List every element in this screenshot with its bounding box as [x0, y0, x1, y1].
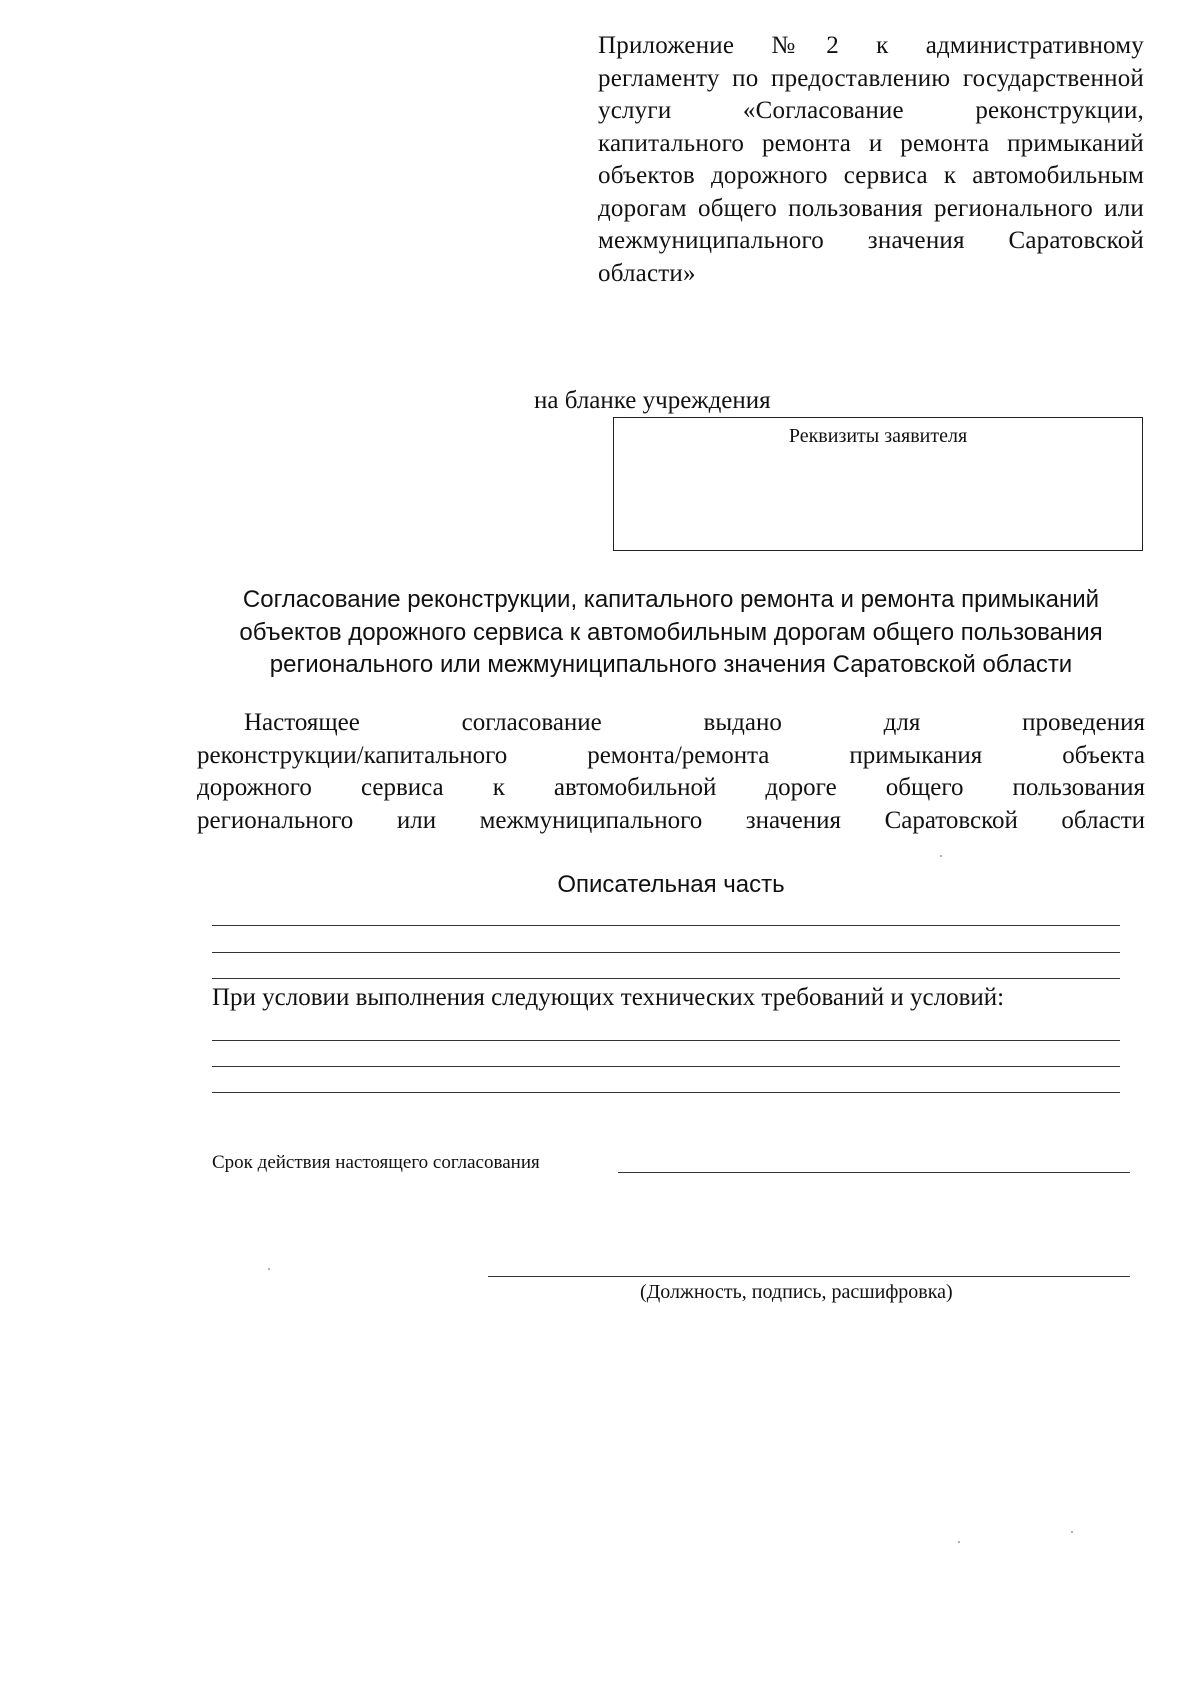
letterhead-label: на бланке учреждения	[534, 387, 771, 414]
scan-speck	[268, 1268, 270, 1270]
scan-speck	[958, 1541, 960, 1543]
descriptive-blank-line	[212, 952, 1120, 953]
approval-statement-line: регионального или межмуниципального значения Саратовской области	[197, 806, 1145, 834]
descriptive-section-title: Описательная часть	[557, 871, 785, 898]
signature-line	[488, 1276, 1130, 1277]
scan-speck	[940, 855, 942, 857]
applicant-details-box	[613, 417, 1143, 551]
conditions-blank-line	[212, 1066, 1120, 1067]
approval-statement	[197, 707, 1145, 837]
document-title	[196, 584, 1146, 682]
approval-statement-line: реконструкции/капитального ремонта/ремонта примыкания объекта	[197, 741, 1145, 769]
signature-caption: (Должность, подпись, расшифровка)	[640, 1281, 953, 1303]
validity-period-line	[618, 1172, 1130, 1173]
approval-statement-line: дорожного сервиса к автомобильной дороге общего пользования	[197, 774, 1145, 801]
technical-conditions-label: При условии выполнения следующих технических требований и условий:	[212, 984, 1005, 1011]
applicant-details-caption: Реквизиты заявителя	[788, 425, 968, 447]
scan-speck	[1071, 1531, 1073, 1533]
validity-period-label: Срок действия настоящего согласования	[212, 1152, 540, 1173]
document-title-line: регионального или межмуниципального значения Саратовской области	[269, 651, 1073, 678]
approval-statement-line: Настоящее согласование выдано для проведения	[244, 709, 1145, 736]
descriptive-blank-line	[212, 925, 1120, 926]
descriptive-blank-line	[212, 978, 1120, 979]
conditions-blank-line	[212, 1092, 1120, 1093]
document-title-line: Согласование реконструкции, капитального ремонта и ремонта примыканий	[242, 586, 1100, 613]
conditions-blank-line	[212, 1040, 1120, 1041]
appendix-header: Приложение №2 к административному регламенту по предоставлению государственной услуги «Согласование реконструкции, капитального ремонта и ремонта примыканий объектов дорожного сервиса к автомобильным дорогам общего пользования регионального или межмуниципального значения Саратовской области»	[598, 32, 1144, 287]
document-title-line: объектов дорожного сервиса к автомобильным дорогам общего пользования	[239, 618, 1103, 646]
